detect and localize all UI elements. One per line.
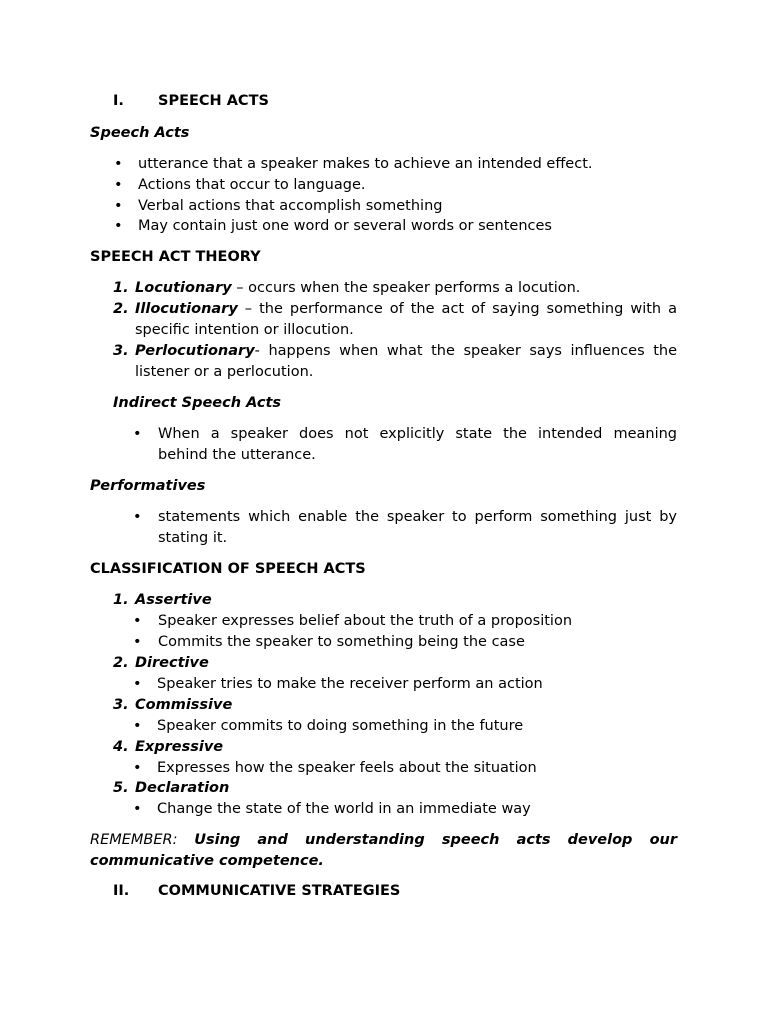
theory-item-text: – the performance of the act of saying something with a — [237, 301, 677, 317]
theory-item-text: listener or a perlocution. — [135, 364, 314, 380]
bullet-icon: • — [133, 613, 142, 629]
performatives-text: stating it. — [158, 530, 228, 546]
list-item-text: Expresses how the speaker feels about the situation — [157, 760, 537, 776]
bullet-icon: • — [133, 801, 142, 817]
theory-item-term: Locutionary — [135, 280, 232, 296]
indirect-text: When a speaker does not explicitly state the intended meaning — [158, 426, 677, 442]
type-number: 4. — [113, 739, 129, 755]
theory-heading: SPEECH ACT THEORY — [90, 249, 261, 265]
list-item-text: Verbal actions that accomplish something — [138, 198, 443, 214]
remember-note-continuation: communicative competence. — [90, 853, 324, 869]
type-number: 5. — [113, 780, 129, 796]
bullet-icon: • — [114, 156, 123, 172]
theory-item-term: Perlocutionary — [135, 343, 255, 359]
section-2-numeral: II. — [113, 883, 130, 899]
bullet-icon: • — [133, 634, 142, 650]
list-item-text: Change the state of the world in an immediate way — [157, 801, 531, 817]
type-number: 1. — [113, 592, 129, 608]
theory-item-number: 1. — [113, 280, 129, 296]
theory-item-text: - happens when what the speaker says influences the — [254, 343, 677, 359]
section-2-title: COMMUNICATIVE STRATEGIES — [158, 883, 401, 899]
list-item-text: utterance that a speaker makes to achieve an intended effect. — [138, 156, 593, 172]
theory-item-term: Illocutionary — [135, 301, 238, 317]
performatives-text: statements which enable the speaker to perform something just by — [158, 509, 677, 525]
type-name: Declaration — [135, 780, 230, 796]
bullet-icon: • — [133, 760, 142, 776]
type-name: Expressive — [135, 739, 224, 755]
indirect-text: behind the utterance. — [158, 447, 316, 463]
theory-item-number: 3. — [113, 343, 129, 359]
type-name: Directive — [135, 655, 209, 671]
type-number: 3. — [113, 697, 129, 713]
bullet-icon: • — [114, 218, 123, 234]
bullet-icon: • — [133, 676, 142, 692]
remember-text: Using and understanding speech acts develop our — [194, 832, 677, 848]
theory-item-number: 2. — [113, 301, 129, 317]
list-item-text: Speaker expresses belief about the truth of a proposition — [158, 613, 573, 629]
bullet-icon: • — [133, 718, 142, 734]
bullet-icon: • — [133, 426, 142, 442]
speech-acts-heading: Speech Acts — [90, 125, 190, 141]
type-number: 2. — [113, 655, 129, 671]
section-1-title: SPEECH ACTS — [158, 93, 269, 109]
classification-heading: CLASSIFICATION OF SPEECH ACTS — [90, 561, 366, 577]
indirect-heading: Indirect Speech Acts — [113, 395, 282, 411]
list-item-text: Speaker tries to make the receiver perform an action — [157, 676, 543, 692]
performatives-heading: Performatives — [90, 478, 206, 494]
list-item-text: Commits the speaker to something being the case — [158, 634, 525, 650]
list-item-text: Actions that occur to language. — [138, 177, 366, 193]
type-name: Assertive — [135, 592, 212, 608]
type-name: Commissive — [135, 697, 233, 713]
bullet-icon: • — [114, 177, 123, 193]
bullet-icon: • — [114, 198, 123, 214]
section-1-numeral: I. — [113, 93, 124, 109]
remember-label: REMEMBER: — [90, 832, 178, 848]
theory-item-text: – occurs when the speaker performs a locution. — [231, 280, 581, 296]
theory-item-text: specific intention or illocution. — [135, 322, 354, 338]
bullet-icon: • — [133, 509, 142, 525]
list-item-text: Speaker commits to doing something in the future — [157, 718, 524, 734]
list-item-text: May contain just one word or several words or sentences — [138, 218, 552, 234]
